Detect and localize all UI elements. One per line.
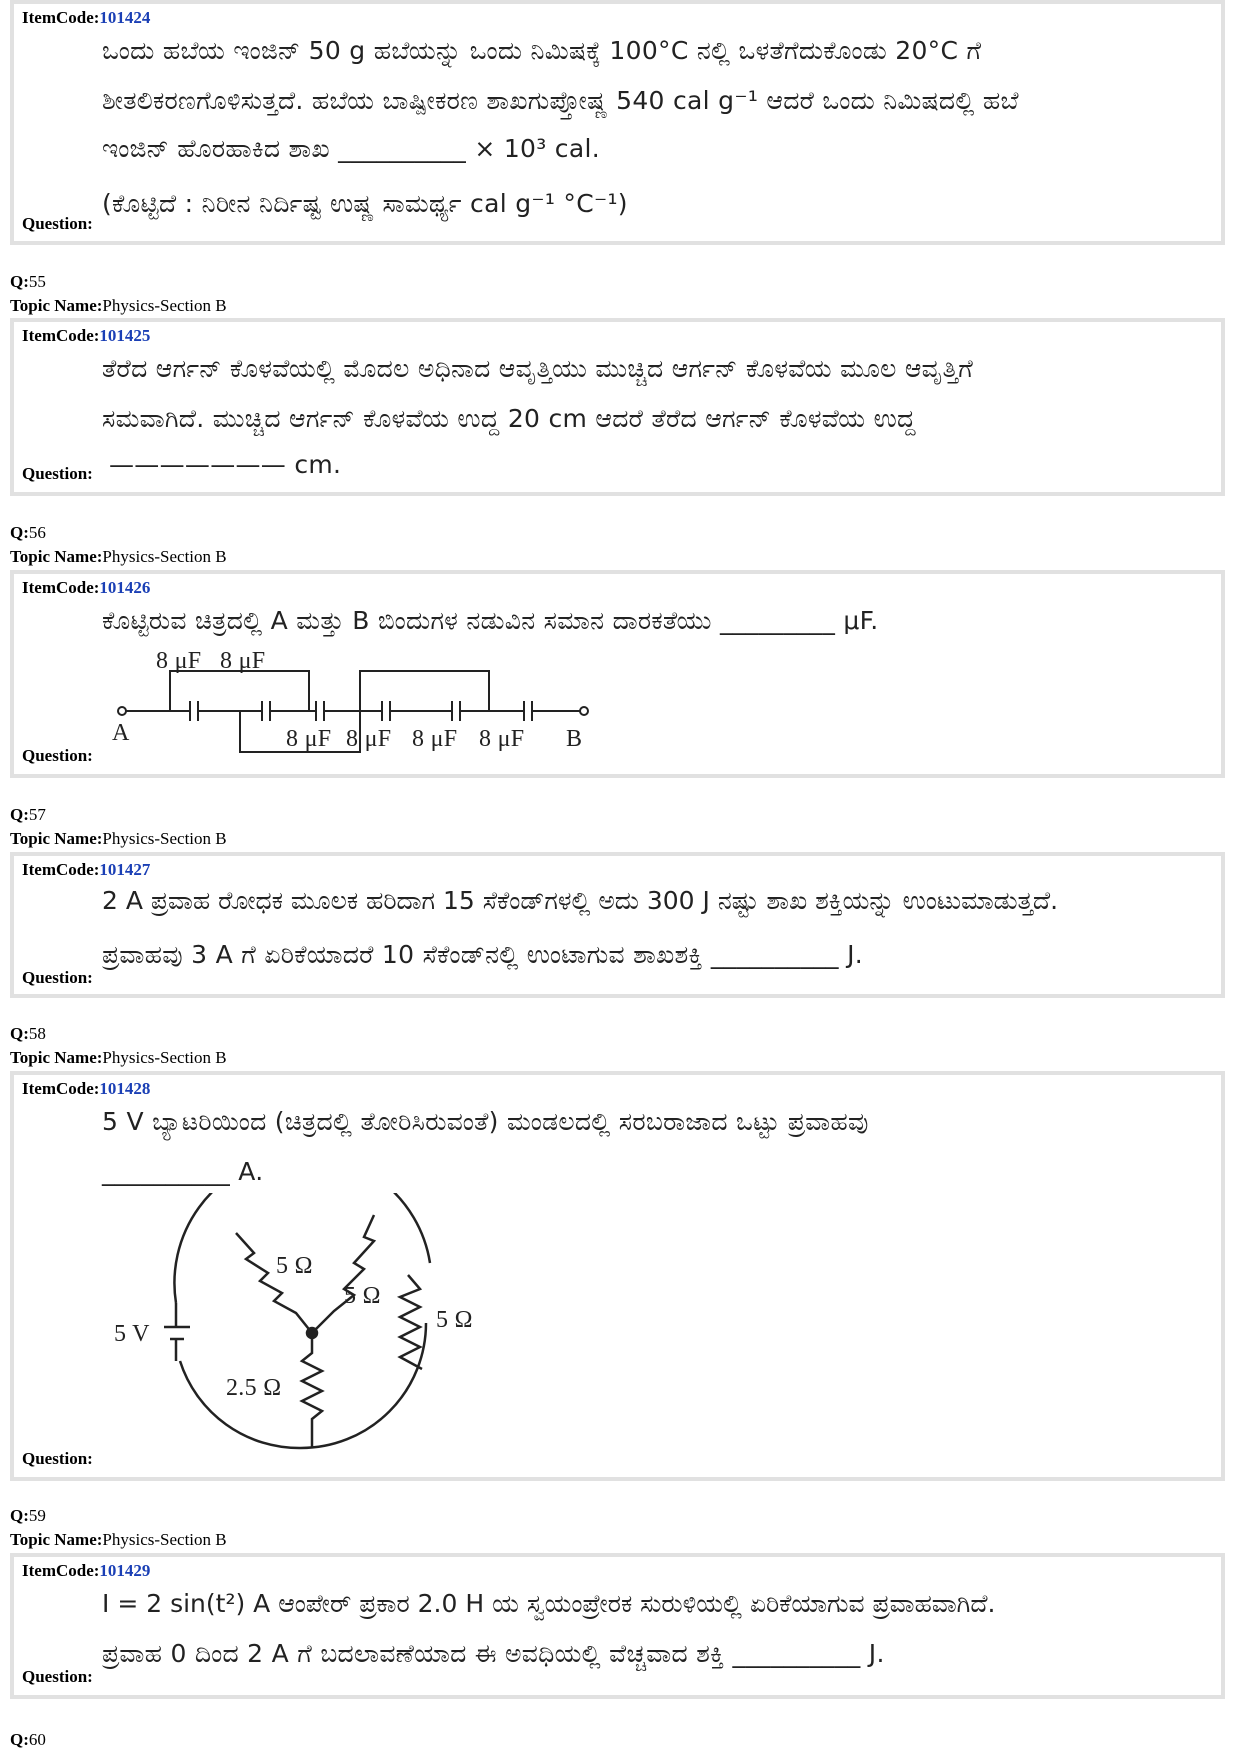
- question-card-101424: [10, 0, 1225, 245]
- question-card-101428: [10, 1071, 1225, 1481]
- item-code-label: ItemCode:: [22, 578, 100, 597]
- topic-name: Topic Name:Physics-Section B: [10, 1530, 227, 1549]
- question-card-101426: [10, 570, 1225, 778]
- question-card-101427: [10, 852, 1225, 998]
- topic-name: Topic Name:Physics-Section B: [10, 829, 227, 848]
- question-label: Question:: [22, 746, 93, 765]
- cap-label-top-1: 8 μF: [156, 648, 202, 674]
- question-number: Q:60: [10, 1730, 46, 1749]
- topic-name: Topic Name:Physics-Section B: [10, 296, 227, 315]
- item-code-label: ItemCode:: [22, 326, 100, 345]
- cap-label-bottom-4: 8 μF: [479, 726, 525, 752]
- item-code-row: [22, 326, 150, 346]
- question-number: Q:59: [10, 1506, 46, 1525]
- item-code-row: [22, 1079, 150, 1099]
- question-label: Question:: [22, 464, 93, 483]
- question-line: 2 A ಪ್ರವಾಹ ರೋಧಕ ಮೂಲಕ ಹರಿದಾಗ 15 ಸೆಕೆಂಡ್‌ಗಳಲ್ಲಿ ಅದು 300 J ನಷ್ಟು ಶಾಖ ಶಕ್ತಿಯನ್ನು ಉಂಟುಮಾಡುತ್ತದೆ.: [102, 886, 1059, 915]
- item-code-row: [22, 860, 150, 880]
- question-line: ——————— cm.: [109, 450, 342, 479]
- item-code-label: ItemCode:: [22, 1561, 100, 1580]
- item-code-label: ItemCode:: [22, 8, 100, 27]
- question-line: 5 V ಬ್ಯಾಟರಿಯಿಂದ (ಚಿತ್ರದಲ್ಲಿ ತೋರಿಸಿರುವಂತೆ) ಮಂಡಲದಲ್ಲಿ ಸರಬರಾಜಾದ ಒಟ್ಟು ಪ್ರವಾಹವು: [102, 1107, 869, 1136]
- item-code-link[interactable]: 101425: [99, 326, 151, 345]
- topic-name: Topic Name:Physics-Section B: [10, 547, 227, 566]
- question-label: Question:: [22, 968, 93, 987]
- question-number: Q:55: [10, 272, 46, 291]
- question-label: Question:: [22, 1449, 93, 1468]
- item-code-link[interactable]: 101424: [99, 8, 151, 27]
- item-code-label: ItemCode:: [22, 1079, 100, 1098]
- resistor-label-2: 5 Ω: [344, 1283, 381, 1309]
- resistor-label-1: 5 Ω: [276, 1253, 313, 1279]
- point-a-label: A: [112, 720, 130, 746]
- item-code-link[interactable]: 101427: [99, 860, 151, 879]
- question-number: Q:58: [10, 1024, 46, 1043]
- item-code-label: ItemCode:: [22, 860, 100, 879]
- question-card-101429: [10, 1553, 1225, 1699]
- item-code-row: [22, 1561, 150, 1581]
- resistor-label-4: 2.5 Ω: [226, 1375, 282, 1401]
- question-card-101425: [10, 318, 1225, 496]
- question-label: Question:: [22, 214, 93, 233]
- item-code-row: [22, 8, 150, 28]
- question-line: ಪ್ರವಾಹವು 3 A ಗೆ ಏರಿಕೆಯಾದರೆ 10 ಸೆಕೆಂಡ್‌ನಲ್ಲಿ ಉಂಟಾಗುವ ಶಾಖಶಕ್ತಿ __________ J.: [102, 940, 864, 969]
- cap-label-bottom-2: 8 μF: [346, 726, 392, 752]
- question-line: ಶೀತಲಿಕರಣಗೊಳಿಸುತ್ತದೆ. ಹಬೆಯ ಬಾಷ್ಪೀಕರಣ ಶಾಖಗುಪ್ತೋಷ್ಣ 540 cal g⁻¹ ಆದರೆ ಒಂದು ನಿಮಿಷದಲ್ಲಿ ಹಬೆ: [102, 86, 1019, 115]
- question-line: (ಕೊಟ್ಟಿದೆ : ನಿರೀನ ನಿರ್ದಿಷ್ಟ ಉಷ್ಣ ಸಾಮರ್ಥ್ಯ cal g⁻¹ °C⁻¹): [102, 189, 628, 218]
- cap-label-top-2: 8 μF: [220, 648, 266, 674]
- item-code-link[interactable]: 101429: [99, 1561, 151, 1580]
- item-code-link[interactable]: 101426: [99, 578, 151, 597]
- question-number: Q:57: [10, 805, 46, 824]
- cap-label-bottom-1: 8 μF: [286, 726, 332, 752]
- question-line: __________ A.: [102, 1157, 264, 1186]
- question-line: ಸಮವಾಗಿದೆ. ಮುಚ್ಚಿದ ಆರ್ಗನ್ ಕೊಳವೆಯ ಉದ್ದ 20 cm ಆದರೆ ತೆರೆದ ಆರ್ಗನ್ ಕೊಳವೆಯ ಉದ್ದ: [102, 404, 916, 433]
- question-line: I = 2 sin(t²) A ಆಂಪೇರ್ ಪ್ರಕಾರ 2.0 H ಯ ಸ್ವಯಂಪ್ರೇರಕ ಸುರುಳಿಯಲ್ಲಿ ಏರಿಕೆಯಾಗುವ ಪ್ರವಾಹವಾಗಿದೆ.: [102, 1589, 996, 1618]
- cap-label-bottom-3: 8 μF: [412, 726, 458, 752]
- question-line: ಪ್ರವಾಹ 0 ದಿಂದ 2 A ಗೆ ಬದಲಾವಣೆಯಾದ ಈ ಅವಧಿಯಲ್ಲಿ ವೆಚ್ಚವಾದ ಶಕ್ತಿ __________ J.: [102, 1639, 885, 1668]
- point-b-label: B: [566, 726, 583, 752]
- question-line: ತೆರೆದ ಆರ್ಗನ್ ಕೊಳವೆಯಲ್ಲಿ ಮೊದಲ ಅಧಿನಾದ ಆವೃತ್ತಿಯು ಮುಚ್ಚಿದ ಆರ್ಗನ್ ಕೊಳವೆಯ ಮೂಲ ಆವೃತ್ತಿಗೆ: [102, 354, 974, 383]
- question-line: ಕೊಟ್ಟಿರುವ ಚಿತ್ರದಲ್ಲಿ A ಮತ್ತು B ಬಿಂದುಗಳ ನಡುವಿನ ಸಮಾನ ದಾರಕತೆಯು _________ μF.: [102, 606, 879, 635]
- question-label: Question:: [22, 1667, 93, 1686]
- resistor-label-3: 5 Ω: [436, 1307, 473, 1333]
- item-code-link[interactable]: 101428: [99, 1079, 151, 1098]
- battery-label: 5 V: [114, 1321, 150, 1347]
- question-line: ಒಂದು ಹಬೆಯ ಇಂಜಿನ್ 50 g ಹಬೆಯನ್ನು ಒಂದು ನಿಮಿಷಕ್ಕೆ 100°C ನಲ್ಲಿ ಒಳತೆಗೆದುಕೊಂಡು 20°C ಗೆ: [102, 36, 982, 65]
- question-line: ಇಂಜಿನ್ ಹೊರಹಾಕಿದ ಶಾಖ __________ × 10³ cal.: [102, 134, 600, 163]
- topic-name: Topic Name:Physics-Section B: [10, 1048, 227, 1067]
- item-code-row: [22, 578, 150, 598]
- question-number: Q:56: [10, 523, 46, 542]
